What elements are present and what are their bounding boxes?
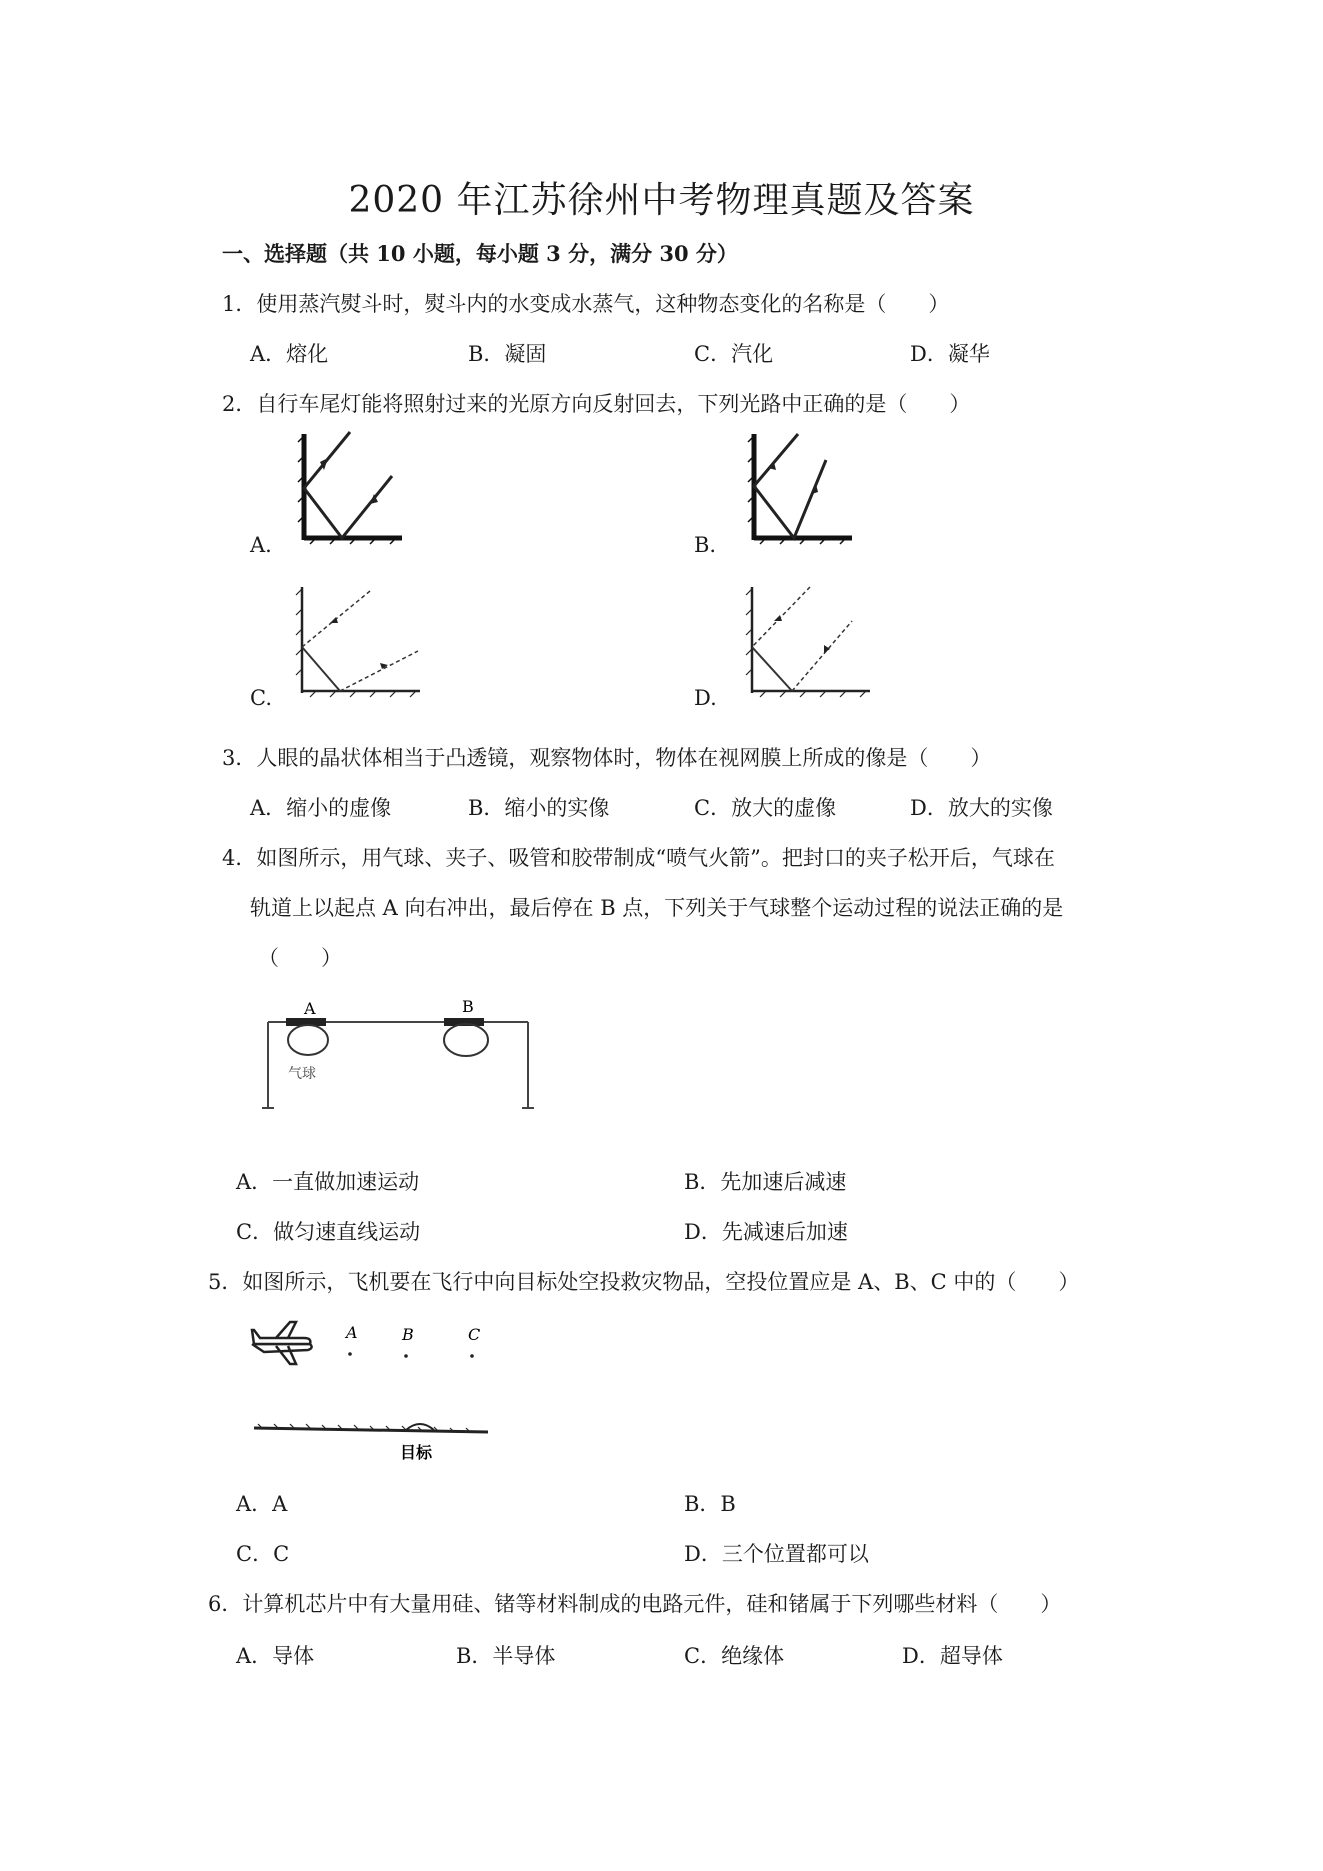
section-heading: 一、选择题（共 10 小题，每小题 3 分，满分 30 分）	[222, 241, 738, 266]
question-3-stem: 3．人眼的晶状体相当于凸透镜，观察物体时，物体在视网膜上所成的像是（ ）	[222, 746, 992, 770]
question-1-option-c[interactable]: C．汽化	[694, 342, 774, 366]
question-1-option-d[interactable]: D．凝华	[910, 342, 990, 366]
question-4-stem-line-3: （ ）	[258, 946, 342, 970]
page-title: 2020 年江苏徐州中考物理真题及答案	[348, 180, 975, 221]
question-2-option-b[interactable]: B.	[694, 533, 717, 557]
track-label-b: B	[462, 997, 474, 1016]
balloon-label: 气球	[288, 1066, 316, 1082]
question-6-stem: 6．计算机芯片中有大量用硅、锗等材料制成的电路元件，硅和锗属于下列哪些材料（ ）	[208, 1592, 1062, 1616]
question-2-figure-d	[740, 585, 880, 700]
question-4-stem-line-2: 轨道上以起点 A 向右冲出，最后停在 B 点，下列关于气球整个运动过程的说法正确的是	[250, 896, 1064, 920]
question-6-option-d[interactable]: D．超导体	[902, 1644, 1003, 1668]
question-1-option-a[interactable]: A．熔化	[250, 342, 329, 366]
target-label: 目标	[400, 1443, 433, 1462]
question-5-option-d[interactable]: D．三个位置都可以	[684, 1542, 869, 1566]
question-2-option-c[interactable]: C.	[250, 686, 272, 710]
question-4-option-d[interactable]: D．先减速后加速	[684, 1220, 848, 1244]
question-5-option-c[interactable]: C．C	[236, 1542, 290, 1566]
question-2-stem: 2．自行车尾灯能将照射过来的光原方向反射回去，下列光路中正确的是（ ）	[222, 392, 971, 416]
question-3-option-d[interactable]: D．放大的实像	[910, 796, 1053, 820]
question-5-stem: 5．如图所示，飞机要在飞行中向目标处空投救灾物品，空投位置应是 A、B、C 中的（ ）	[208, 1270, 1080, 1294]
question-5-figure	[250, 1318, 500, 1463]
question-3-option-c[interactable]: C．放大的虚像	[694, 796, 837, 820]
drop-label-a: A	[346, 1323, 358, 1342]
question-3-option-b[interactable]: B．缩小的实像	[468, 796, 610, 820]
question-6-option-a[interactable]: A．导体	[236, 1644, 315, 1668]
question-3-option-a[interactable]: A．缩小的虚像	[250, 796, 392, 820]
question-6-option-c[interactable]: C．绝缘体	[684, 1644, 785, 1668]
question-4-option-a[interactable]: A．一直做加速运动	[236, 1170, 420, 1194]
question-5-option-a[interactable]: A．A	[236, 1492, 288, 1516]
question-2-option-d[interactable]: D.	[694, 686, 717, 710]
question-1-stem: 1．使用蒸汽熨斗时，熨斗内的水变成水蒸气，这种物态变化的名称是（ ）	[222, 292, 950, 316]
question-6-option-b[interactable]: B．半导体	[456, 1644, 556, 1668]
track-label-a: A	[304, 999, 316, 1018]
question-4-stem-line-1: 4．如图所示，用气球、夹子、吸管和胶带制成“喷气火箭”。把封口的夹子松开后，气球在	[222, 846, 1055, 870]
question-2-figure-b	[740, 432, 860, 547]
question-2-figure-a	[290, 432, 410, 547]
airplane-icon	[252, 1322, 312, 1364]
question-4-option-c[interactable]: C．做匀速直线运动	[236, 1220, 421, 1244]
drop-label-c: C	[468, 1325, 481, 1344]
question-5-option-b[interactable]: B．B	[684, 1492, 736, 1516]
question-4-option-b[interactable]: B．先加速后减速	[684, 1170, 847, 1194]
question-1-option-b[interactable]: B．凝固	[468, 342, 547, 366]
question-2-figure-c	[290, 585, 430, 700]
question-4-figure-track	[260, 998, 540, 1113]
drop-label-b: B	[402, 1325, 414, 1344]
question-2-option-a[interactable]: A.	[250, 533, 272, 557]
